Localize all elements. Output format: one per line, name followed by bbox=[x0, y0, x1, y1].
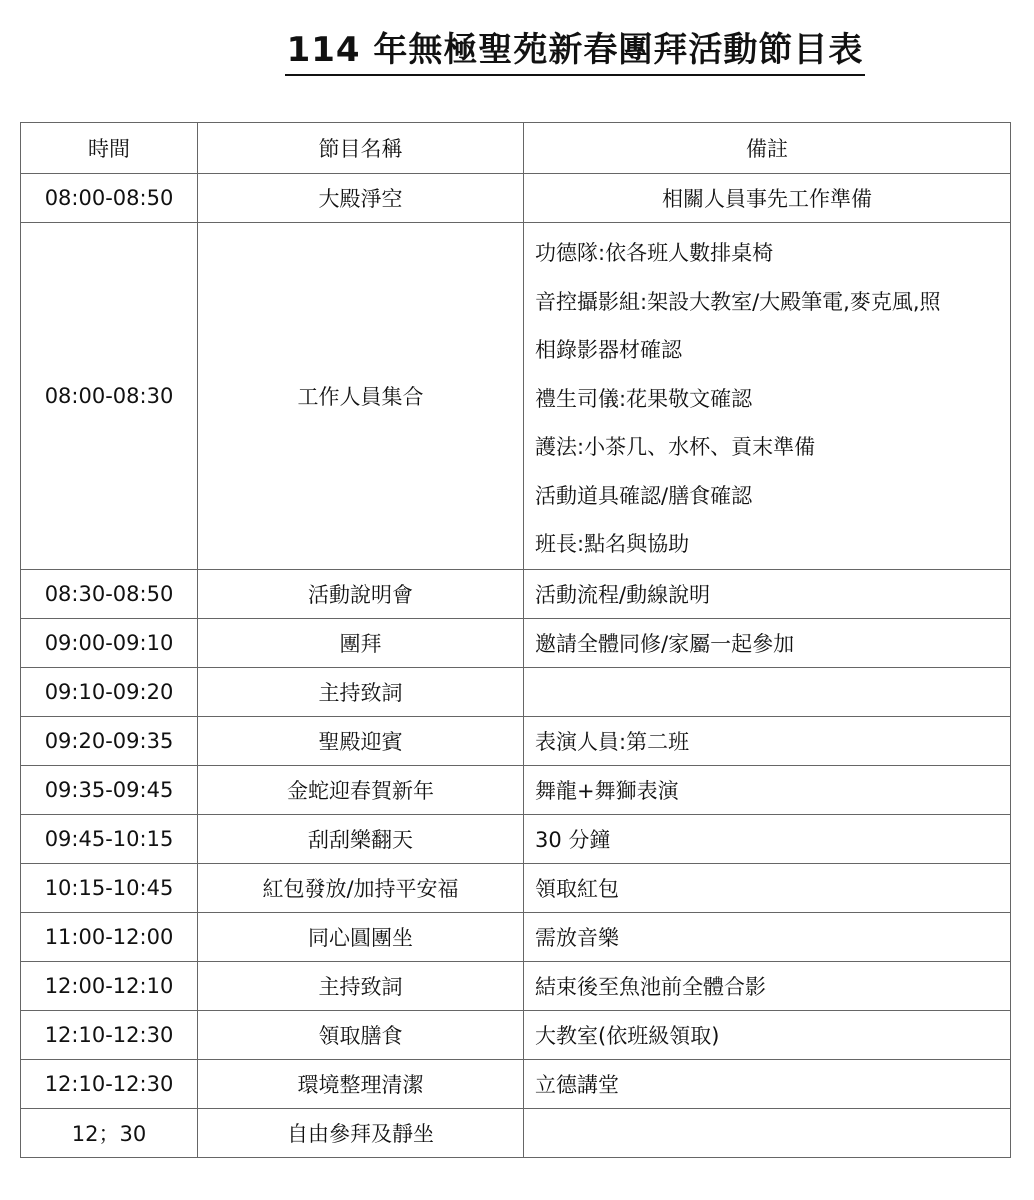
remark-line: 相錄影器材確認 bbox=[535, 338, 682, 362]
remark-line: 音控攝影組:架設大教室/大殿筆電,麥克風,照 bbox=[535, 289, 941, 314]
table-row bbox=[21, 223, 1011, 570]
time-cell: 08:30-08:50 bbox=[21, 569, 198, 618]
time-cell: 12:00-12:10 bbox=[21, 961, 198, 1010]
schedule-table bbox=[20, 122, 1011, 1158]
program-cell: 領取膳食 bbox=[198, 1010, 524, 1059]
remark-line: 班長:點名與協助 bbox=[535, 532, 690, 556]
table-row bbox=[21, 174, 1011, 223]
table-row bbox=[21, 1010, 1011, 1059]
remarks-cell: 結束後至魚池前全體合影 bbox=[524, 961, 1011, 1010]
time-cell: 09:35-09:45 bbox=[21, 765, 198, 814]
program-cell: 金蛇迎春賀新年 bbox=[198, 765, 524, 814]
program-cell: 主持致詞 bbox=[198, 961, 524, 1010]
table-header-row bbox=[21, 123, 1011, 174]
remarks-cell: 領取紅包 bbox=[524, 863, 1011, 912]
time-cell: 11:00-12:00 bbox=[21, 912, 198, 961]
table-row bbox=[21, 618, 1011, 667]
program-cell: 聖殿迎賓 bbox=[198, 716, 524, 765]
time-cell: 09:10-09:20 bbox=[21, 667, 198, 716]
remarks-cell: 需放音樂 bbox=[524, 912, 1011, 961]
table-row bbox=[21, 765, 1011, 814]
program-cell: 活動說明會 bbox=[198, 569, 524, 618]
program-cell: 刮刮樂翻天 bbox=[198, 814, 524, 863]
program-cell: 團拜 bbox=[198, 618, 524, 667]
table-row bbox=[21, 667, 1011, 716]
remarks-cell: 舞龍+舞獅表演 bbox=[524, 765, 1011, 814]
page-title bbox=[0, 30, 1034, 76]
table-row bbox=[21, 1059, 1011, 1108]
program-cell: 環境整理清潔 bbox=[198, 1059, 524, 1108]
remarks-cell: 立德講堂 bbox=[524, 1059, 1011, 1108]
program-cell: 自由參拜及靜坐 bbox=[198, 1108, 524, 1157]
table-row bbox=[21, 716, 1011, 765]
time-cell: 09:45-10:15 bbox=[21, 814, 198, 863]
time-cell: 09:00-09:10 bbox=[21, 618, 198, 667]
remarks-cell bbox=[524, 667, 1011, 716]
time-cell: 12；30 bbox=[21, 1108, 198, 1157]
program-cell: 主持致詞 bbox=[198, 667, 524, 716]
remarks-cell: 表演人員:第二班 bbox=[524, 716, 1011, 765]
header-remarks: 備註 bbox=[524, 123, 1011, 174]
time-cell: 12:10-12:30 bbox=[21, 1059, 198, 1108]
table-row bbox=[21, 961, 1011, 1010]
remarks-cell bbox=[524, 1108, 1011, 1157]
remark-line: 功德隊:依各班人數排桌椅 bbox=[535, 241, 774, 265]
table-row bbox=[21, 863, 1011, 912]
time-cell: 08:00-08:50 bbox=[21, 174, 198, 223]
remarks-cell: 邀請全體同修/家屬一起參加 bbox=[524, 618, 1011, 667]
header-program: 節目名稱 bbox=[198, 123, 524, 174]
program-cell: 紅包發放/加持平安福 bbox=[198, 863, 524, 912]
table-row bbox=[21, 569, 1011, 618]
time-cell: 09:20-09:35 bbox=[21, 716, 198, 765]
program-cell: 同心圓團坐 bbox=[198, 912, 524, 961]
remarks-cell bbox=[524, 223, 1011, 570]
table-row bbox=[21, 1108, 1011, 1157]
page-title-text: 114 年無極聖苑新春團拜活動節目表 bbox=[285, 30, 866, 76]
program-cell: 大殿淨空 bbox=[198, 174, 524, 223]
remarks-cell: 活動流程/動線說明 bbox=[524, 569, 1011, 618]
table-row bbox=[21, 814, 1011, 863]
time-cell: 10:15-10:45 bbox=[21, 863, 198, 912]
program-cell: 工作人員集合 bbox=[198, 223, 524, 570]
remarks-cell: 相關人員事先工作準備 bbox=[524, 174, 1011, 223]
time-cell: 08:00-08:30 bbox=[21, 223, 198, 570]
remark-line: 禮生司儀:花果敬文確認 bbox=[535, 386, 753, 411]
remark-line: 護法:小茶几、水杯、貢末準備 bbox=[535, 435, 816, 459]
remarks-cell: 大教室(依班級領取) bbox=[524, 1010, 1011, 1059]
time-cell: 12:10-12:30 bbox=[21, 1010, 198, 1059]
header-time: 時間 bbox=[21, 123, 198, 174]
remarks-cell: 30 分鐘 bbox=[524, 814, 1011, 863]
remark-line: 活動道具確認/膳食確認 bbox=[535, 483, 753, 508]
table-row bbox=[21, 912, 1011, 961]
